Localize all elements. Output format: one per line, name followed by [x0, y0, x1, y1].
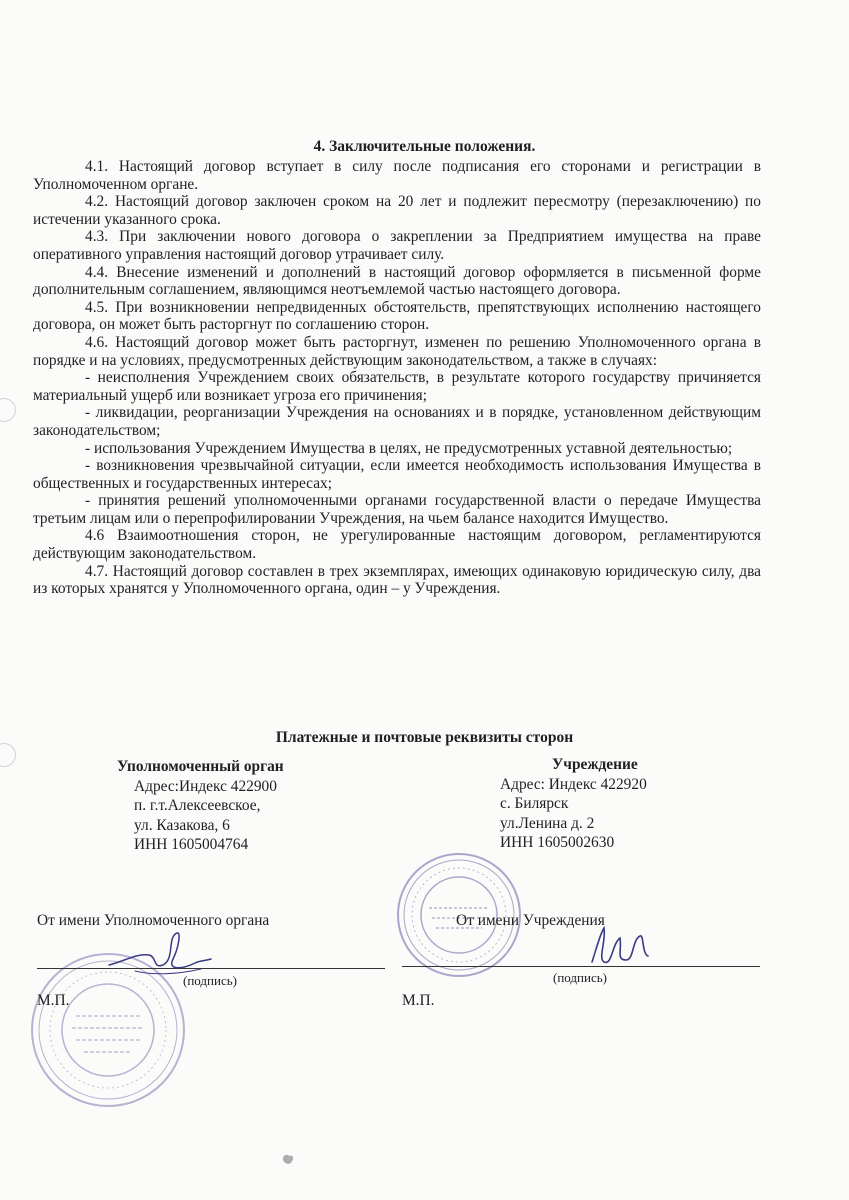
clause-4-5: 4.5. При возникновении непредвиденных обстоятельств, препятствующих исполнению настоящего договора, он может быть расторгнут по соглашению сторон. — [33, 298, 761, 334]
institution-signature-label: От имени Учреждения — [456, 912, 605, 929]
clause-4-2: 4.2. Настоящий договор заключен сроком на 20 лет и подлежит пересмотру (перезаключению) по истечении указанного срока. — [33, 193, 761, 228]
party-institution-address: Адрес: Индекс 422920 — [500, 775, 647, 793]
party-authority-address: Адрес:Индекс 422900 — [134, 777, 277, 795]
clause-4-6-relations: 4.6 Взаимоотношения сторон, не урегулированные настоящим договором, регламентируются действующим законодательством. — [33, 527, 761, 563]
section-body — [33, 158, 761, 598]
party-institution-inn: ИНН 1605002630 — [500, 834, 615, 851]
party-authority — [117, 757, 284, 855]
party-authority-street: ул. Казакова, 6 — [134, 816, 230, 834]
clause-4-4: 4.4. Внесение изменений и дополнений в настоящий договор оформляется в письменной форме дополнительным соглашением, являющимся неотъемлемой частью настоящего договора. — [33, 263, 761, 299]
party-institution-heading: Учреждение — [552, 756, 638, 773]
ink-speck-icon — [280, 1152, 296, 1166]
authority-seal-place: М.П. — [37, 992, 70, 1009]
clause-4-6-item-3: - использования Учреждением Имущества в целях, не предусмотренных уставной деятельностью; — [85, 439, 733, 457]
institution-signature-line — [402, 966, 760, 967]
party-authority-town: п. г.т.Алексеевское, — [134, 797, 261, 814]
authority-signature-hint: (подпись) — [183, 973, 237, 988]
party-institution-street: ул.Ленина д. 2 — [500, 814, 595, 832]
party-authority-heading: Уполномоченный орган — [117, 758, 284, 775]
clause-4-6-item-2: - ликвидации, реорганизации Учреждения на основаниях и в порядке, установленном действующим законодательством; — [33, 404, 761, 439]
section-title: 4. Заключительные положения. — [313, 138, 536, 155]
clause-4-3: 4.3. При заключении нового договора о закреплении за Предприятием имущества на праве оперативного управления настоящий договор утрачивает силу. — [33, 228, 761, 263]
institution-seal-place: М.П. — [402, 992, 435, 1009]
institution-signature-icon — [582, 920, 654, 972]
clause-4-6-item-5: - принятия решений уполномоченными органами государственной власти о передаче Имущества третьим лицам или о перепрофилировании Учреждения, на чьем балансе находится Имущество. — [33, 492, 761, 527]
clause-4-7: 4.7. Настоящий договор составлен в трех экземплярах, имеющих одинаковую юридическую силу, два из которых хранятся у Уполномоченного органа, один – у Учреждения. — [33, 562, 761, 598]
clause-4-6-item-4: - возникновения чрезвычайной ситуации, если имеется необходимость использования Имущества в общественных и государственных интересах; — [33, 457, 761, 492]
party-authority-inn: ИНН 1605004764 — [134, 836, 249, 853]
authority-signature-label: От имени Уполномоченного органа — [37, 912, 270, 929]
institution-signature-hint: (подпись) — [553, 970, 607, 985]
clause-4-6-item-1: - неисполнения Учреждением своих обязательств, в результате которого государству причиняется материальный ущерб или возникает угроза его причинения; — [33, 369, 761, 404]
party-institution-village: с. Билярск — [500, 795, 569, 812]
clause-4-6: 4.6. Настоящий договор может быть расторгнут, изменен по решению Уполномоченного органа в порядке и на условиях, предусмотренных действующим законодательством, а также в случаях: — [33, 333, 761, 369]
clause-4-1: 4.1. Настоящий договор вступает в силу после подписания его сторонами и регистрации в Уполномоченном органе. — [33, 158, 761, 193]
party-institution — [500, 755, 647, 853]
punch-hole-icon — [0, 398, 16, 422]
requisites-title: Платежные и почтовые реквизиты сторон — [275, 729, 574, 746]
